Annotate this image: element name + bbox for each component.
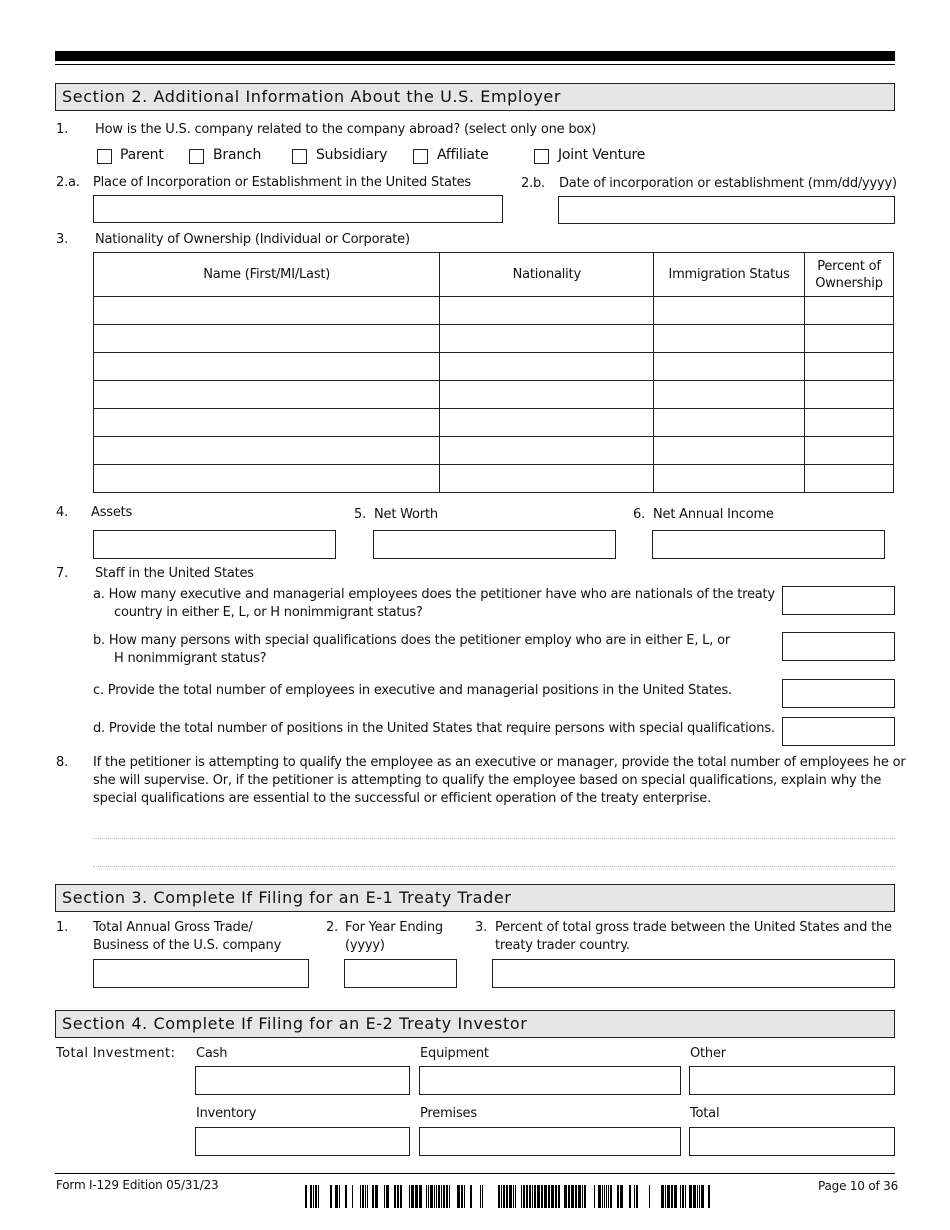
percent-cell[interactable] (804, 381, 893, 409)
s3-q3-label-line2: treaty trader country. (495, 938, 630, 953)
name-cell[interactable] (94, 465, 440, 493)
s3-q3-label-line1: Percent of total gross trade between the United States and the (495, 920, 892, 935)
checkbox-affiliate[interactable] (413, 149, 428, 164)
table-row (94, 381, 894, 409)
cash-label: Cash (196, 1046, 228, 1061)
section-2-header: Section 2. Additional Information About the U.S. Employer (55, 83, 895, 111)
page-number: Page 10 of 36 (818, 1179, 898, 1193)
answer-line (93, 866, 895, 867)
name-cell[interactable] (94, 409, 440, 437)
s3-q3-number: 3. (475, 920, 488, 935)
name-cell[interactable] (94, 353, 440, 381)
q8-text-line2: she will supervise. Or, if the petitioner is attempting to qualify the employee based on special qualifications, explain why the (93, 773, 882, 788)
option-branch-label: Branch (213, 147, 262, 163)
q3-label: Nationality of Ownership (Individual or Corporate) (95, 232, 410, 247)
immigration-status-cell[interactable] (654, 381, 805, 409)
immigration-status-cell[interactable] (654, 297, 805, 325)
option-joint-venture-label: Joint Venture (558, 147, 646, 163)
q7-number: 7. (56, 566, 69, 581)
percent-cell[interactable] (804, 325, 893, 353)
percent-cell[interactable] (804, 465, 893, 493)
q3-number: 3. (56, 232, 69, 247)
name-cell[interactable] (94, 297, 440, 325)
q7d-text: d. Provide the total number of positions in the United States that require persons with special qualifications. (93, 721, 775, 736)
net-worth-input[interactable] (373, 530, 616, 559)
q6-number: 6. (633, 507, 646, 522)
equipment-input[interactable] (419, 1066, 681, 1095)
net-annual-income-input[interactable] (652, 530, 885, 559)
q5-label: Net Worth (374, 507, 438, 522)
total-annual-gross-trade-input[interactable] (93, 959, 309, 988)
equipment-label: Equipment (420, 1046, 489, 1061)
date-of-incorporation-input[interactable] (558, 196, 895, 224)
q7b-text-line1: b. How many persons with special qualifications does the petitioner employ who are in either E, L, or (93, 633, 730, 648)
q7b-text-line2: H nonimmigrant status? (114, 651, 267, 666)
table-row (94, 297, 894, 325)
option-subsidiary-label: Subsidiary (316, 147, 388, 163)
column-header-immigration-status: Immigration Status (654, 253, 805, 297)
header-rule-thin (55, 64, 895, 65)
q8-answer-area[interactable] (93, 810, 895, 868)
column-header-name: Name (First/MI/Last) (94, 253, 440, 297)
percent-cell[interactable] (804, 297, 893, 325)
other-input[interactable] (689, 1066, 895, 1095)
checkbox-branch[interactable] (189, 149, 204, 164)
total-input[interactable] (689, 1127, 895, 1156)
q2b-label: Date of incorporation or establishment (mm/dd/yyyy) (559, 176, 897, 191)
q8-text-line1: If the petitioner is attempting to qualify the employee as an executive or manager, provide the total number of employees he or (93, 755, 906, 770)
q2a-label: Place of Incorporation or Establishment in the United States (93, 175, 472, 190)
s3-q2-number: 2. (326, 920, 339, 935)
s3-q2-label-line2: (yyyy) (345, 938, 385, 953)
inventory-input[interactable] (195, 1127, 410, 1156)
q1-number: 1. (56, 122, 69, 137)
column-header-nationality: Nationality (440, 253, 654, 297)
q8-text-line3: special qualifications are essential to the successful or efficient operation of the treaty enterprise. (93, 791, 712, 806)
premises-input[interactable] (419, 1127, 681, 1156)
name-cell[interactable] (94, 381, 440, 409)
premises-label: Premises (420, 1106, 477, 1121)
q7a-text-line2: country in either E, L, or H nonimmigrant status? (114, 605, 423, 620)
q6-label: Net Annual Income (653, 507, 774, 522)
nationality-cell[interactable] (440, 465, 654, 493)
q1-label: How is the U.S. company related to the company abroad? (select only one box) (95, 122, 597, 137)
checkbox-subsidiary[interactable] (292, 149, 307, 164)
s3-q1-label-line2: Business of the U.S. company (93, 938, 282, 953)
column-header-percent-ownership: Percent of Ownership (804, 253, 893, 297)
name-cell[interactable] (94, 325, 440, 353)
section-4-header: Section 4. Complete If Filing for an E-2 Treaty Investor (55, 1010, 895, 1038)
table-row (94, 325, 894, 353)
q8-number: 8. (56, 755, 69, 770)
immigration-status-cell[interactable] (654, 437, 805, 465)
percent-cell[interactable] (804, 353, 893, 381)
immigration-status-cell[interactable] (654, 325, 805, 353)
checkbox-joint-venture[interactable] (534, 149, 549, 164)
q4-label: Assets (91, 505, 133, 520)
inventory-label: Inventory (196, 1106, 257, 1121)
table-row (94, 409, 894, 437)
other-label: Other (690, 1046, 726, 1061)
year-ending-input[interactable] (344, 959, 457, 988)
header-rule-thick (55, 51, 895, 61)
special-qualifications-count-input[interactable] (782, 632, 895, 661)
ownership-table (93, 252, 894, 493)
immigration-status-cell[interactable] (654, 465, 805, 493)
s3-q1-label-line1: Total Annual Gross Trade/ (93, 920, 253, 935)
checkbox-parent[interactable] (97, 149, 112, 164)
nationality-cell[interactable] (440, 437, 654, 465)
section-3-header: Section 3. Complete If Filing for an E-1 Treaty Trader (55, 884, 895, 912)
barcode-image (305, 1185, 715, 1208)
table-row (94, 465, 894, 493)
q7a-text-line1: a. How many executive and managerial employees does the petitioner have who are nationals of the treaty (93, 587, 775, 602)
immigration-status-cell[interactable] (654, 353, 805, 381)
special-qualification-positions-input[interactable] (782, 717, 895, 746)
percent-cell[interactable] (804, 437, 893, 465)
form-edition: Form I-129 Edition 05/31/23 (56, 1178, 219, 1192)
nationality-cell[interactable] (440, 381, 654, 409)
nationality-cell[interactable] (440, 297, 654, 325)
s3-q1-number: 1. (56, 920, 69, 935)
cash-input[interactable] (195, 1066, 410, 1095)
nationality-cell[interactable] (440, 325, 654, 353)
percent-cell[interactable] (804, 409, 893, 437)
answer-line (93, 838, 895, 839)
name-cell[interactable] (94, 437, 440, 465)
total-label: Total (690, 1106, 720, 1121)
assets-input[interactable] (93, 530, 336, 559)
immigration-status-cell[interactable] (654, 409, 805, 437)
executive-employees-count-input[interactable] (782, 586, 895, 615)
option-affiliate-label: Affiliate (437, 147, 489, 163)
place-of-incorporation-input[interactable] (93, 195, 503, 223)
q2a-number: 2.a. (56, 175, 80, 190)
percent-gross-trade-input[interactable] (492, 959, 895, 988)
table-row (94, 353, 894, 381)
footer-rule (55, 1173, 895, 1174)
q5-number: 5. (354, 507, 367, 522)
option-parent-label: Parent (120, 147, 164, 163)
table-row (94, 437, 894, 465)
q7-label: Staff in the United States (95, 566, 254, 581)
total-investment-label: Total Investment: (56, 1046, 176, 1061)
total-executive-positions-input[interactable] (782, 679, 895, 708)
s3-q2-label-line1: For Year Ending (345, 920, 443, 935)
nationality-cell[interactable] (440, 353, 654, 381)
nationality-cell[interactable] (440, 409, 654, 437)
q2b-number: 2.b. (521, 176, 545, 191)
q7c-text: c. Provide the total number of employees in executive and managerial positions in the United States. (93, 683, 732, 698)
q4-number: 4. (56, 505, 69, 520)
